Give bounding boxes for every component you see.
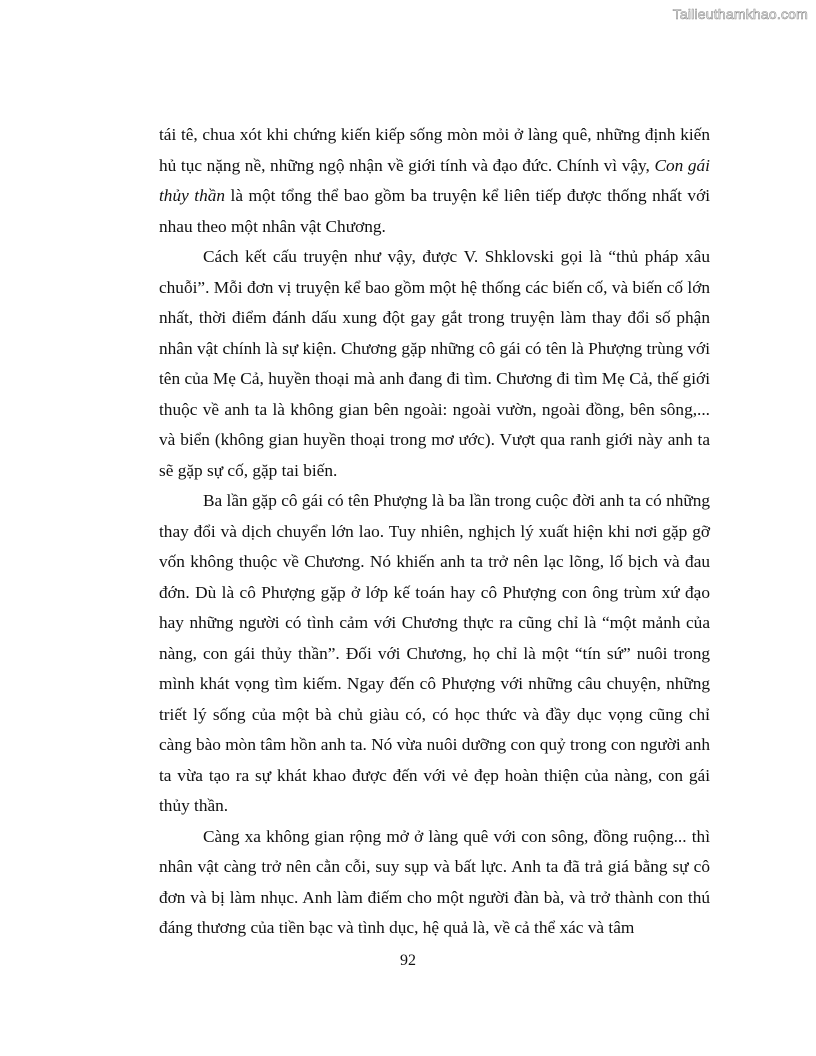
watermark-text: Tailieuthamkhao.com xyxy=(672,6,808,22)
book-title-italic: Con gái thủy thần xyxy=(159,155,710,205)
paragraph-1-text-before: tái tê, chua xót khi chứng kiến kiếp sống mòn mỏi ở làng quê, những định kiến hủ tục nặng nề, những ngộ nhận về giới tính và đạo đức. Chính vì vậy, xyxy=(159,125,710,175)
paragraph-4: Càng xa không gian rộng mở ở làng quê với con sông, đồng ruộng... thì nhân vật càng trở nên cằn cỗi, suy sụp và bất lực. Anh ta đã trả giá bằng sự cô đơn và bị làm nhục. Anh làm điếm cho một người đàn bà, và trở thành con thú đáng thương của tiền bạc và tình dục, hệ quả là, về cả thể xác và tâm xyxy=(159,826,710,937)
paragraph-1 xyxy=(159,120,710,242)
paragraph-1-text-after: là một tổng thể bao gồm ba truyện kể liên tiếp được thống nhất với nhau theo một nhân vật Chương. xyxy=(159,186,711,236)
page-body xyxy=(159,120,710,944)
page-number: 92 xyxy=(400,952,416,969)
paragraph-2: Cách kết cấu truyện như vậy, được V. Shklovski gọi là “thủ pháp xâu chuỗi”. Mỗi đơn vị truyện kể bao gồm một hệ thống các biến cố, và biến cố lớn nhất, thời điểm đánh dấu xung đột gay gắt trong truyện làm thay đổi số phận nhân vật chính là sự kiện. Chương gặp những cô gái có tên là Phượng trùng với tên của Mẹ Cả, huyền thoại mà anh đang đi tìm. Chương đi tìm Mẹ Cả, thế giới thuộc về anh ta là không gian bên ngoài: ngoài vườn, ngoài đồng, bên sông,... và biển (không gian huyền thoại trong mơ ước). Vượt qua ranh giới này anh ta sẽ gặp sự cố, gặp tai biến. xyxy=(159,247,710,480)
paragraph-3: Ba lần gặp cô gái có tên Phượng là ba lần trong cuộc đời anh ta có những thay đổi và dịch chuyển lớn lao. Tuy nhiên, nghịch lý xuất hiện khi nơi gặp gỡ vốn không thuộc về Chương. Nó khiến anh ta trở nên lạc lõng, lố bịch và đau đớn. Dù là cô Phượng gặp ở lớp kế toán hay cô Phượng con ông trùm xứ đạo hay những người có tình cảm với Chương thực ra cũng chỉ là “một mảnh của nàng, con gái thủy thần”. Đối với Chương, họ chỉ là một “tín sứ” nuôi trong mình khát vọng tìm kiếm. Ngay đến cô Phượng với những câu chuyện, những triết lý sống của một bà chủ giàu có, có học thức và đầy dục vọng cũng chỉ càng bào mòn tâm hồn anh ta. Nó vừa nuôi dưỡng con quỷ trong con người anh ta vừa tạo ra sự khát khao được đến với vẻ đẹp hoàn thiện của nàng, con gái thủy thần. xyxy=(159,491,710,815)
